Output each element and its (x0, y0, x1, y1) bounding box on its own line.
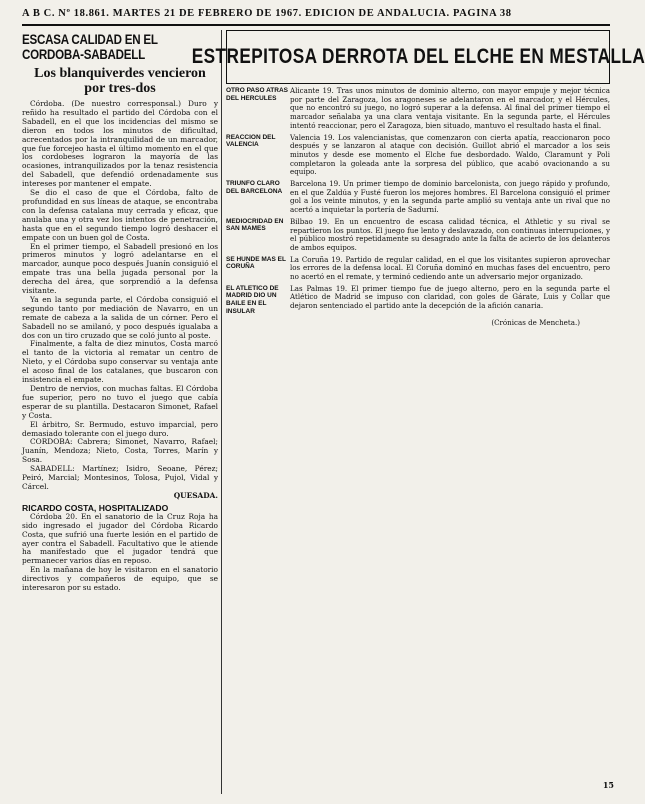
match-report-text: Alicante 19. Tras unos minutos de dominio alterno, con mayor empuje y mejor técnica por parte del Zaragoza, los aragoneses se adelantaron en el marcador, y el Hércules, que no encontró su juego, no logró superar a la defensa. Al final del primer tiempo el marcador señalaba ya una clara ventaja visitante. En la segunda parte, el Hércules intentó reaccionar, pero el Zaragoza, bien situado, mantuvo el resultado hasta el final. (290, 86, 610, 130)
paragraph: Se dio el caso de que el Córdoba, falto de profundidad en sus líneas de ataque, se encontraba con la defensa catalana muy cerrada y eficaz, que anulaba una y otra vez los intentos de penetración, hasta que en el segundo tiempo logró deshacer el empate con un buen gol de Costa. (22, 188, 218, 242)
left-column (22, 30, 218, 800)
page-header: A B C. Nº 18.861. MARTES 21 DE FEBRERO DE 1967. EDICION DE ANDALUCIA. PAGINA 38 (22, 8, 512, 19)
header-rule (22, 24, 610, 26)
match-report-label: OTRO PASO ATRAS DEL HERCULES (226, 87, 288, 102)
signature: QUESADA. (173, 490, 218, 500)
paragraph: Córdoba. (De nuestro corresponsal.) Duro y reñido ha resultado el partido del Córdoba con el Sabadell, en el que los incidencias del mismo se dieron en todos los minutos de dificultad, acrecentados por la intranquilidad de un marcador, que fue forcejeo hasta el último momento en el que los cordobeses lograron la mayoría de las ocasiones, intranquilizados por la tenaz resistencia del Sabadell, que defendió ordenadamente sus intereses por mantener el empate. (22, 99, 218, 189)
paragraph: Dentro de nervios, con muchas faltas. El Córdoba fue superior, pero no tuvo el juego que cabía esperar de su plantilla. Destacaron Simonet, Rafael y Costa. (22, 384, 218, 420)
paragraph: Ya en la segunda parte, el Córdoba consiguió el segundo tanto por mediación de Navarro, en un remate de cabeza a la salida de un córner. Pero el Sabadell no se amilanó, y poco después igualaba a dos con un tiro cruzado que se coló junto al poste. (22, 294, 218, 340)
lineup: CORDOBA: Cabrera; Simonet, Navarro, Rafael; Juanín, Mendoza; Nieto, Costa, Torres, Marín y Sosa. (22, 437, 218, 465)
paragraph: En la mañana de hoy le visitaron en el sanatorio directivos y compañeros de equipo, que se interesaron por su estado. (22, 565, 218, 593)
match-report-text: Las Palmas 19. El primer tiempo fue de juego alterno, pero en la segunda parte el Atlético de Madrid se impuso con claridad, con goles de Gárate, Luis y Collar que dejaron sentenciado el partido ante la decepción de la afición canaria. (290, 283, 610, 311)
credit-line: (Crónicas de Mencheta.) (491, 318, 580, 328)
match-report (226, 87, 610, 131)
paragraph: Finalmente, a falta de diez minutos, Costa marcó el tanto de la victoria al rematar un centro de Nieto, y el Córdoba supo conservar su ventaja ante el acoso final de los catalanes, que buscaron con insistencia el empate. (22, 339, 218, 385)
paragraph: Córdoba 20. En el sanatorio de la Cruz Roja ha sido ingresado el jugador del Córdoba Ricardo Costa, que sufrió una fuerte lesión en el partido de ayer contra el Sabadell. Facultativo que le atiende ha manifestado que el jugador tendrá que permanecer varios días en reposo. (22, 511, 218, 566)
left-minihead: RICARDO COSTA, HOSPITALIZADO (22, 502, 169, 513)
lineup: SABADELL: Martínez; Isidro, Seoane, Pérez; Peiró, Marcial; Montesinos, Tolosa, Pujol, Vidal y Cárcel. (22, 464, 218, 491)
left-article-body-2 (22, 513, 218, 593)
match-report (226, 256, 610, 282)
left-subhead: Los blanquiverdes vencieron por tres-dos (34, 66, 206, 96)
match-report-label: REACCION DEL VALENCIA (226, 133, 276, 149)
match-report-label: EL ATLETICO DE MADRID DIO UN BAILE EN EL INSULAR (226, 284, 279, 315)
match-report (226, 218, 610, 253)
match-report-text: La Coruña 19. Partido de regular calidad, en el que los visitantes supieron aprovechar los errores de la defensa local. El Coruña dominó en muchas fases del encuentro, pero no acertó en el remate, y terminó cediendo ante un adversario mejor organizado. (290, 254, 610, 282)
match-report-text: Bilbao 19. En un encuentro de escasa calidad técnica, el Athletic y su rival se repartieron los puntos. El juego fue lento y deslavazado, con continuas interrupciones, y el público mostró repetidamente su desagrado ante la falta de acierto de los delanteros de ambos equipos. (290, 216, 610, 252)
match-report-text: Valencia 19. Los valencianistas, que comenzaron con cierta apatía, reaccionaron poco después y se lanzaron al ataque con decisión. Guillot abrió el marcador a los seis minutos y desde ese momento el Elche fue desbordado. Waldo, Claramunt y Poli completaron la goleada ante la sorpresa del público, que acabó ovacionando a su equipo. (290, 132, 610, 177)
match-report-label: SE HUNDE MAS EL CORUÑA (226, 255, 286, 271)
paragraph: El árbitro, Sr. Bermudo, estuvo imparcial, pero demasiado tolerante con el juego duro. (22, 419, 218, 438)
right-headline: ESTREPITOSA DERROTA DEL ELCHE EN MESTALLA (191, 45, 645, 68)
match-report (226, 180, 610, 215)
right-headline-box (191, 30, 645, 84)
match-report (226, 134, 610, 178)
match-report-label: MEDIOCRIDAD EN SAN MAMES (226, 217, 284, 233)
left-article-body (22, 100, 218, 492)
match-report-label: TRIUNFO CLARO DEL BARCELONA (226, 180, 283, 195)
page-number: 15 (602, 780, 614, 790)
left-headline: ESCASA CALIDAD EN EL CORDOBA-SABADELL (22, 32, 158, 62)
column-divider (221, 30, 222, 794)
match-report-text: Barcelona 19. Un primer tiempo de dominio barcelonista, con juego rápido y profundo, en el que Zaldúa y Fusté fueron los mejores hombres. El Barcelona consiguió el primer gol a los veinte minutos, y en la segunda parte amplió su ventaja ante un rival que no acertó a inquietar la portería de Sadurní. (290, 179, 610, 215)
paragraph: En el primer tiempo, el Sabadell presionó en los primeros minutos y logró adelantarse en el marcador, aunque poco después Juanín consiguió el empate tras una bella jugada personal por la derecha del área, que sorprendió a la defensa visitante. (22, 241, 218, 296)
match-report (226, 285, 610, 315)
